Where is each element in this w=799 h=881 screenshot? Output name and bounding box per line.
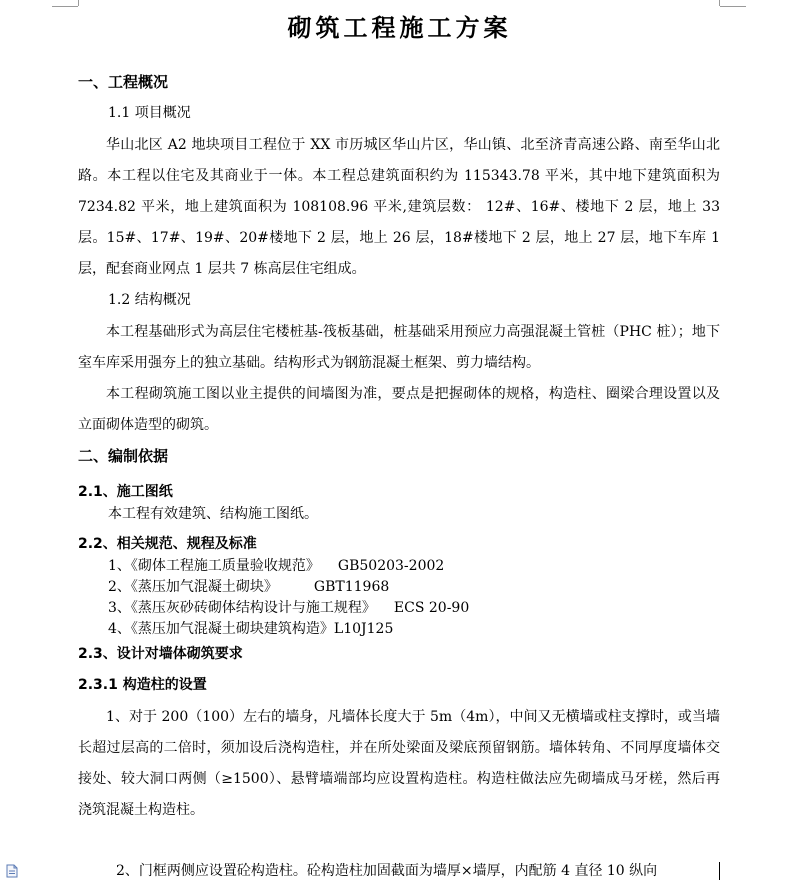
door-frame-column-text: 2、门框两侧应设置砼构造柱。砼构造柱加固截面为墙厚×墙厚，内配筋 4 直径 10 纵向: [116, 863, 658, 879]
structure-text-1: 本工程基础形式为高层住宅楼桩基-筏板基础，桩基础采用预应力高强混凝土管桩（PHC 桩）；地下室车库采用强夯上的独立基础。结构形式为钢筋混凝土框架、剪力墙结构。: [78, 324, 720, 371]
drawings-text: 本工程有效建筑、结构施工图纸。: [108, 506, 318, 522]
subsection-2-3-1-heading: 2.3.1 构造柱的设置: [78, 677, 207, 693]
structure-paragraph-1: [78, 317, 720, 379]
crop-mark-left-vertical: [78, 0, 79, 6]
structure-paragraph-2: [78, 379, 720, 441]
subsection-2-1-heading: 2.1、施工图纸: [78, 484, 173, 500]
standard-item: [108, 556, 469, 577]
standard-code: L10J125: [333, 621, 394, 637]
section-2-heading: 二、编制依据: [78, 447, 169, 465]
crop-mark-left-horizontal: [52, 6, 78, 7]
constructional-column-text: 1、对于 200（100）左右的墙身，凡墙体长度大于 5m（4m），中间又无横墙或柱支撑时，或当墙长超过层高的二倍时，须加设后浇构造柱，并在所处梁面及梁底预留钢筋。墙体转角、不同厚度墙体交接处、较大洞口两侧（≥1500）、悬臂墙端部均应设置构造柱。构造柱做法应先砌墙成马牙槎，然后再浇筑混凝土构造柱。: [78, 709, 720, 818]
document-title: 砌筑工程施工方案: [287, 14, 512, 42]
project-overview-paragraph: [78, 130, 720, 285]
standards-list: [108, 556, 469, 640]
subsection-2-2-heading: 2.2、相关规范、规程及标准: [78, 536, 257, 552]
standard-code: ECS 20-90: [393, 600, 470, 616]
subsection-1-1-heading: 1.1 项目概况: [108, 105, 191, 121]
constructional-column-paragraph: [78, 702, 720, 826]
standard-item: [108, 598, 469, 619]
standard-code: GB50203-2002: [337, 558, 445, 574]
section-1-heading: 一、工程概况: [78, 73, 169, 91]
project-overview-text: 华山北区 A2 地块项目工程位于 XX 市历城区华山片区，华山镇、北至济青高速公路、南至华山北路。本工程以住宅及其商业于一体。本工程总建筑面积约为 115343.78 平米，其中地下建筑面积为 7234.82 平米，地上建筑面积为 108108.96 平米,建筑层数： 12#、16#、楼地下 2 层，地上 33 层。15#、17#、19#、20#楼地下 2 层，地上 26 层，18#楼地下 2 层，地上 27 层，地下车库 1 层，配套商业网点 1 层共 7 栋高层住宅组成。: [78, 137, 720, 277]
text-cursor: [719, 862, 720, 880]
standard-name: 1、《砌体工程施工质量验收规范》: [108, 558, 320, 574]
structure-text-2: 本工程砌筑施工图以业主提供的间墙图为准，要点是把握砌体的规格，构造柱、圈梁合理设置以及立面砌体造型的砌筑。: [78, 386, 720, 433]
standard-code: GBT11968: [313, 579, 390, 595]
standard-name: 4、《蒸压加气混凝土砌块建筑构造》: [108, 621, 334, 637]
standard-name: 3、《蒸压灰砂砖砌体结构设计与施工规程》: [108, 600, 376, 616]
standard-item: [108, 619, 469, 640]
subsection-2-3-heading: 2.3、设计对墙体砌筑要求: [78, 646, 243, 662]
page-icon[interactable]: [6, 864, 18, 878]
standard-name: 2、《蒸压加气混凝土砌块》: [108, 579, 278, 595]
standard-item: [108, 577, 469, 598]
subsection-1-2-heading: 1.2 结构概况: [108, 292, 191, 308]
crop-mark-right-horizontal: [720, 6, 746, 7]
